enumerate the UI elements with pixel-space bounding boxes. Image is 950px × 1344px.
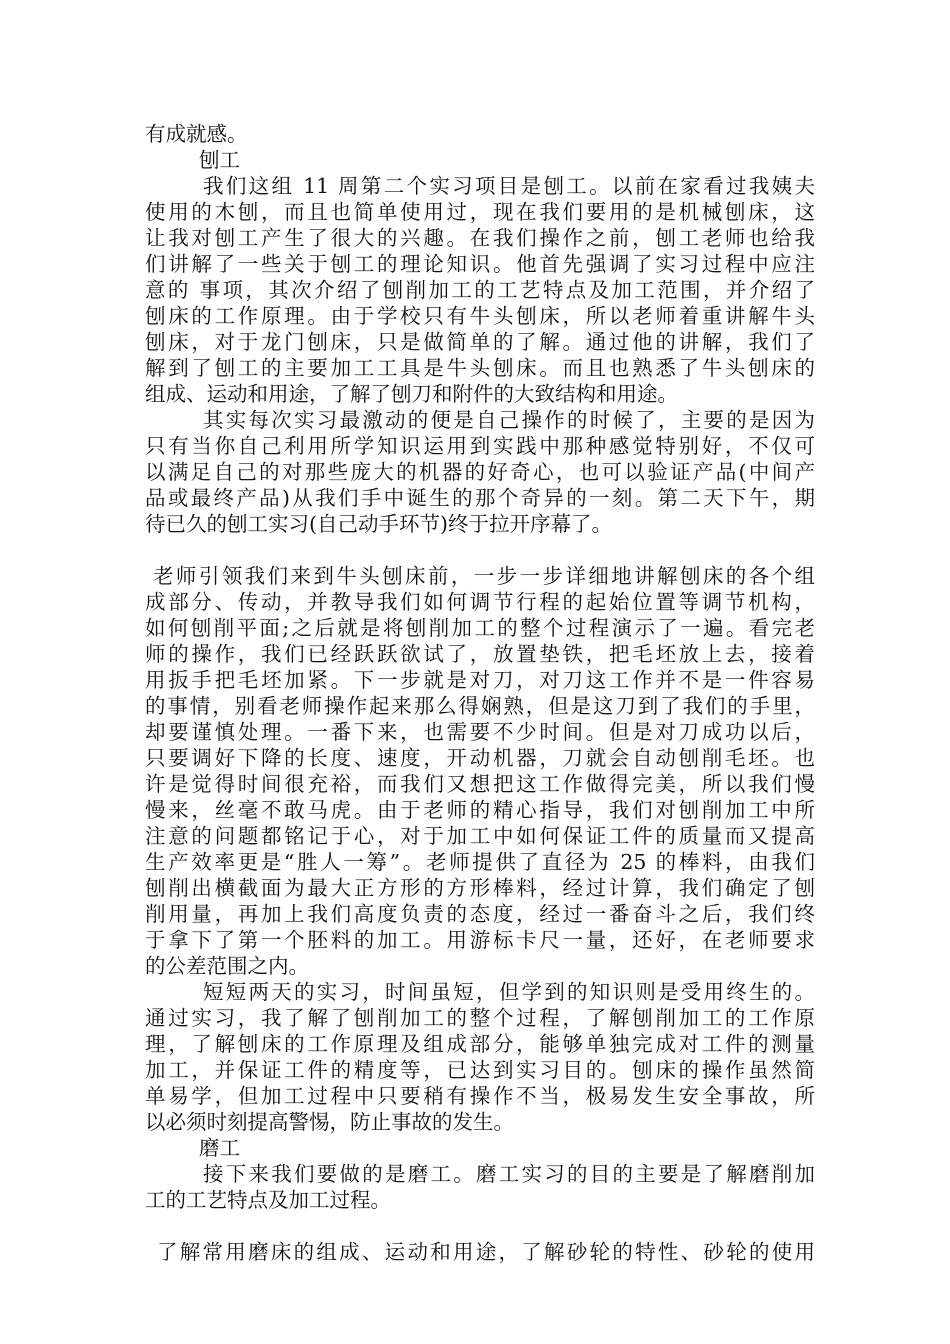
text-line: 只有当你自己利用所学知识运用到实践中那种感觉特别好，不仅可 bbox=[145, 434, 815, 458]
text-line: 生产效率更是“胜人一筹”。老师提供了直径为 25 的棒料，由我们 bbox=[145, 850, 815, 874]
text-line: 意的 事项，其次介绍了刨削加工的工艺特点及加工范围，并介绍了 bbox=[145, 278, 815, 302]
text-line: 加工，并保证工件的精度等，已达到实习目的。刨床的操作虽然简 bbox=[145, 1058, 815, 1082]
text-line: 我们这组 11 周第二个实习项目是刨工。以前在家看过我姨夫 bbox=[203, 174, 815, 198]
text-line: 待已久的刨工实习(自己动手环节)终于拉开序幕了。 bbox=[145, 512, 612, 536]
text-line: 组成、运动和用途，了解了刨刀和附件的大致结构和用途。 bbox=[145, 382, 678, 406]
text-line: 短短两天的实习，时间虽短，但学到的知识则是受用终生的。 bbox=[203, 980, 815, 1004]
text-line: 刨床的工作原理。由于学校只有牛头刨床，所以老师着重讲解牛头 bbox=[145, 304, 815, 328]
section-heading-planing: 刨工 bbox=[199, 148, 240, 172]
document-body bbox=[145, 121, 815, 1265]
text-line: 理，了解刨床的工作原理及组成部分，能够单独完成对工件的测量 bbox=[145, 1032, 815, 1056]
text-line: 通过实习，我了解了刨削加工的整个过程，了解刨削加工的工作原 bbox=[145, 1006, 815, 1030]
text-line: 师的操作，我们已经跃跃欲试了，放置垫铁，把毛坯放上去，接着 bbox=[145, 642, 815, 666]
text-line: 使用的木刨，而且也简单使用过，现在我们要用的是机械刨床，这 bbox=[145, 200, 815, 224]
text-line: 以必须时刻提高警惕，防止事故的发生。 bbox=[145, 1110, 514, 1134]
text-line: 单易学，但加工过程中只要稍有操作不当，极易发生安全事故，所 bbox=[145, 1084, 815, 1108]
text-line: 工的工艺特点及加工过程。 bbox=[145, 1188, 391, 1212]
text-line: 于拿下了第一个胚料的加工。用游标卡尺一量，还好，在老师要求 bbox=[145, 928, 815, 952]
blank-line bbox=[145, 537, 815, 563]
text-line: 慢来，丝毫不敢马虎。由于老师的精心指导，我们对刨削加工中所 bbox=[145, 798, 815, 822]
text-line: 如何刨削平面;之后就是将刨削加工的整个过程演示了一遍。看完老 bbox=[145, 616, 815, 640]
text-line: 注意的问题都铭记于心，对于加工中如何保证工件的质量而又提高 bbox=[145, 824, 815, 848]
section-heading-grinding: 磨工 bbox=[199, 1136, 240, 1160]
text-line: 许是觉得时间很充裕，而我们又想把这工作做得完美，所以我们慢 bbox=[145, 772, 815, 796]
text-line: 却要谨慎处理。一番下来，也需要不少时间。但是对刀成功以后， bbox=[145, 720, 815, 744]
blank-line bbox=[145, 1213, 815, 1239]
text-line: 接下来我们要做的是磨工。磨工实习的目的主要是了解磨削加 bbox=[203, 1162, 815, 1186]
text-line: 解到了刨工的主要加工工具是牛头刨床。而且也熟悉了牛头刨床的 bbox=[145, 356, 815, 380]
text-line: 刨床，对于龙门刨床，只是做简单的了解。通过他的讲解，我们了 bbox=[145, 330, 815, 354]
text-line: 只要调好下降的长度、速度，开动机器，刀就会自动刨削毛坯。也 bbox=[145, 746, 815, 770]
text-line: 有成就感。 bbox=[145, 122, 248, 146]
text-line: 了解常用磨床的组成、运动和用途，了解砂轮的特性、砂轮的使用 bbox=[157, 1240, 815, 1264]
text-line: 让我对刨工产生了很大的兴趣。在我们操作之前，刨工老师也给我 bbox=[145, 226, 815, 250]
text-line: 成部分、传动，并教导我们如何调节行程的起始位置等调节机构， bbox=[145, 590, 815, 614]
text-line: 老师引领我们来到牛头刨床前，一步一步详细地讲解刨床的各个组 bbox=[153, 564, 815, 588]
text-line: 削用量，再加上我们高度负责的态度，经过一番奋斗之后，我们终 bbox=[145, 902, 815, 926]
text-line: 以满足自己的对那些庞大的机器的好奇心，也可以验证产品(中间产 bbox=[145, 460, 815, 484]
text-line: 的事情，别看老师操作起来那么得娴熟，但是这刀到了我们的手里， bbox=[145, 694, 815, 718]
text-line: 用扳手把毛坯加紧。下一步就是对刀，对刀这工作并不是一件容易 bbox=[145, 668, 815, 692]
text-line: 品或最终产品)从我们手中诞生的那个奇异的一刻。第二天下午，期 bbox=[145, 486, 815, 510]
text-line: 们讲解了一些关于刨工的理论知识。他首先强调了实习过程中应注 bbox=[145, 252, 815, 276]
text-line: 其实每次实习最激动的便是自己操作的时候了，主要的是因为 bbox=[203, 408, 815, 432]
text-line: 刨削出横截面为最大正方形的方形棒料，经过计算，我们确定了刨 bbox=[145, 876, 815, 900]
text-line: 的公差范围之内。 bbox=[145, 954, 309, 978]
